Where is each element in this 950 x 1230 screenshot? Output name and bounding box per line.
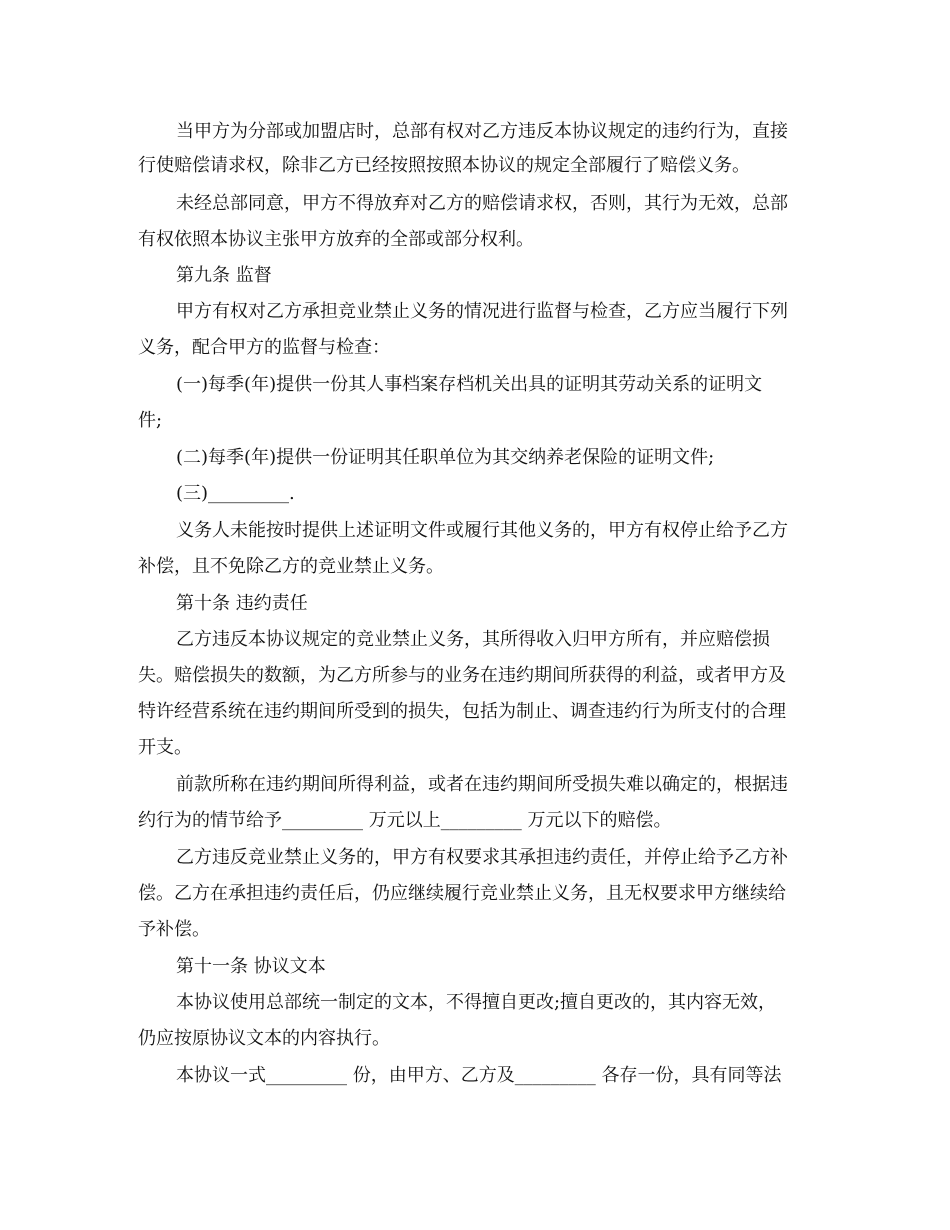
list-item-line: (三)_________. (176, 483, 295, 504)
section-heading: 第十一条 协议文本 (176, 956, 326, 977)
paragraph-line: 开支。 (138, 737, 192, 758)
paragraph-line: 补偿，且不免除乙方的竞业禁止义务。 (138, 556, 444, 577)
paragraph-line: 仍应按原协议文本的内容执行。 (138, 1028, 390, 1049)
list-item-line: (二)每季(年)提供一份证明其任职单位为其交纳养老保险的证明文件; (176, 447, 715, 468)
list-item-line: 件; (138, 410, 163, 431)
paragraph-line: 乙方违反竞业禁止义务的，甲方有权要求其承担违约责任，并停止给予乙方补 (176, 847, 788, 868)
paragraph-line: 有权依照本协议主张甲方放弃的全部或部分权利。 (138, 229, 534, 250)
paragraph-line: 约行为的情节给予_________ 万元以上_________ 万元以下的赔偿。 (138, 810, 672, 831)
paragraph-line: 乙方违反本协议规定的竞业禁止义务，其所得收入归甲方所有，并应赔偿损 (176, 629, 770, 650)
paragraph-line: 予补偿。 (138, 919, 210, 940)
paragraph-line: 行使赔偿请求权，除非乙方已经按照按照本协议的规定全部履行了赔偿义务。 (138, 155, 750, 176)
paragraph-line: 义务人未能按时提供上述证明文件或履行其他义务的，甲方有权停止给予乙方 (176, 520, 788, 541)
list-item-line: (一)每季(年)提供一份其人事档案存档机关出具的证明其劳动关系的证明文 (176, 374, 763, 395)
paragraph-line: 偿。乙方在承担违约责任后，仍应继续履行竞业禁止义务，且无权要求甲方继续给 (138, 883, 786, 904)
paragraph-line: 本协议使用总部统一制定的文本，不得擅自更改;擅自更改的，其内容无效， (176, 992, 777, 1013)
paragraph-line: 特许经营系统在违约期间所受到的损失，包括为制止、调查违约行为所支付的合理 (138, 701, 786, 722)
section-heading: 第十条 违约责任 (176, 593, 308, 614)
paragraph-line: 义务，配合甲方的监督与检查： (138, 337, 390, 358)
paragraph-line: 本协议一式_________ 份，由甲方、乙方及_________ 各存一份，具有同等法 (176, 1065, 782, 1086)
paragraph-line: 失。赔偿损失的数额，为乙方所参与的业务在违约期间所获得的利益，或者甲方及 (138, 665, 786, 686)
paragraph-line: 当甲方为分部或加盟店时，总部有权对乙方违反本协议规定的违约行为，直接 (176, 121, 788, 142)
section-heading: 第九条 监督 (176, 265, 272, 286)
paragraph-line: 前款所称在违约期间所得利益，或者在违约期间所受损失难以确定的，根据违 (176, 774, 788, 795)
paragraph-line: 未经总部同意，甲方不得放弃对乙方的赔偿请求权，否则，其行为无效，总部 (176, 193, 788, 214)
paragraph-line: 甲方有权对乙方承担竞业禁止义务的情况进行监督与检查，乙方应当履行下列 (176, 301, 788, 322)
